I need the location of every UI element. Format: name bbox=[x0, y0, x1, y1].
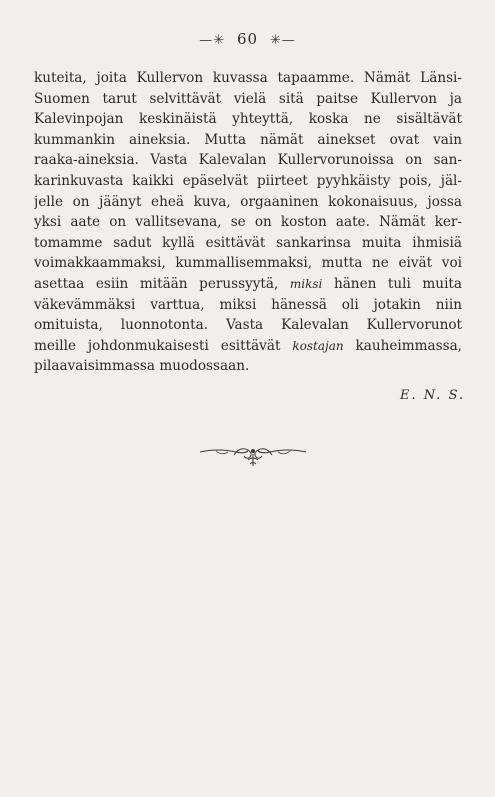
page-number: 60 bbox=[236, 30, 259, 48]
text-line-with-italic: asettaa esiin mitään perussyytä, miksi hänen tuli muita bbox=[34, 275, 462, 292]
text-line: väkevämmäksi varttua, miksi hänessä oli jotakin niin bbox=[34, 296, 462, 313]
text-line: Kalevinpojan keskinäistä yhteyttä, koska ne sisältävät bbox=[34, 111, 462, 128]
italic-word: miksi bbox=[289, 276, 323, 291]
author-signature: E. N. S. bbox=[400, 388, 466, 403]
page-header bbox=[0, 30, 495, 48]
decorative-scroll-icon bbox=[198, 442, 308, 470]
text-line: Suomen tarut selvittävät vielä sitä paitse Kullervon ja bbox=[34, 90, 462, 107]
body-text bbox=[34, 68, 462, 377]
text-line: yksi aate on vallitsevana, se on koston aate. Nämät ker- bbox=[34, 214, 462, 231]
text-line: tomamme sadut kyllä esittävät sankarinsa muita ihmisiä bbox=[34, 234, 462, 251]
text-line: voimakkaammaksi, kummallisemmaksi, mutta ne eivät voi bbox=[34, 255, 462, 272]
text-line: kuteita, joita Kullervon kuvassa tapaamme. Nämät Länsi- bbox=[34, 70, 462, 86]
text-line-last: pilaavaisimmassa muodossaan. bbox=[34, 358, 250, 375]
text-line: raaka-aineksia. Vasta Kalevalan Kullervorunoissa on san- bbox=[34, 152, 462, 169]
text-line-with-italic: meille johdonmukaisesti esittävät kostajan kauheimmassa, bbox=[34, 337, 462, 354]
text-line: jelle on jäänyt eheä kuva, orgaaninen kokonaisuus, jossa bbox=[34, 193, 462, 210]
italic-word: kostajan bbox=[292, 338, 344, 353]
text-line: omituista, luonnotonta. Vasta Kalevalan Kullervorunot bbox=[34, 317, 462, 334]
header-ornament-left: —✳ bbox=[199, 33, 226, 48]
header-ornament-right: ✳— bbox=[269, 33, 296, 48]
text-line: karinkuvasta kaikki epäselvät piirteet pyyhkäisty pois, jäl- bbox=[34, 172, 462, 189]
text-line: kummankin aineksia. Mutta nämät ainekset ovat vain bbox=[34, 131, 462, 148]
